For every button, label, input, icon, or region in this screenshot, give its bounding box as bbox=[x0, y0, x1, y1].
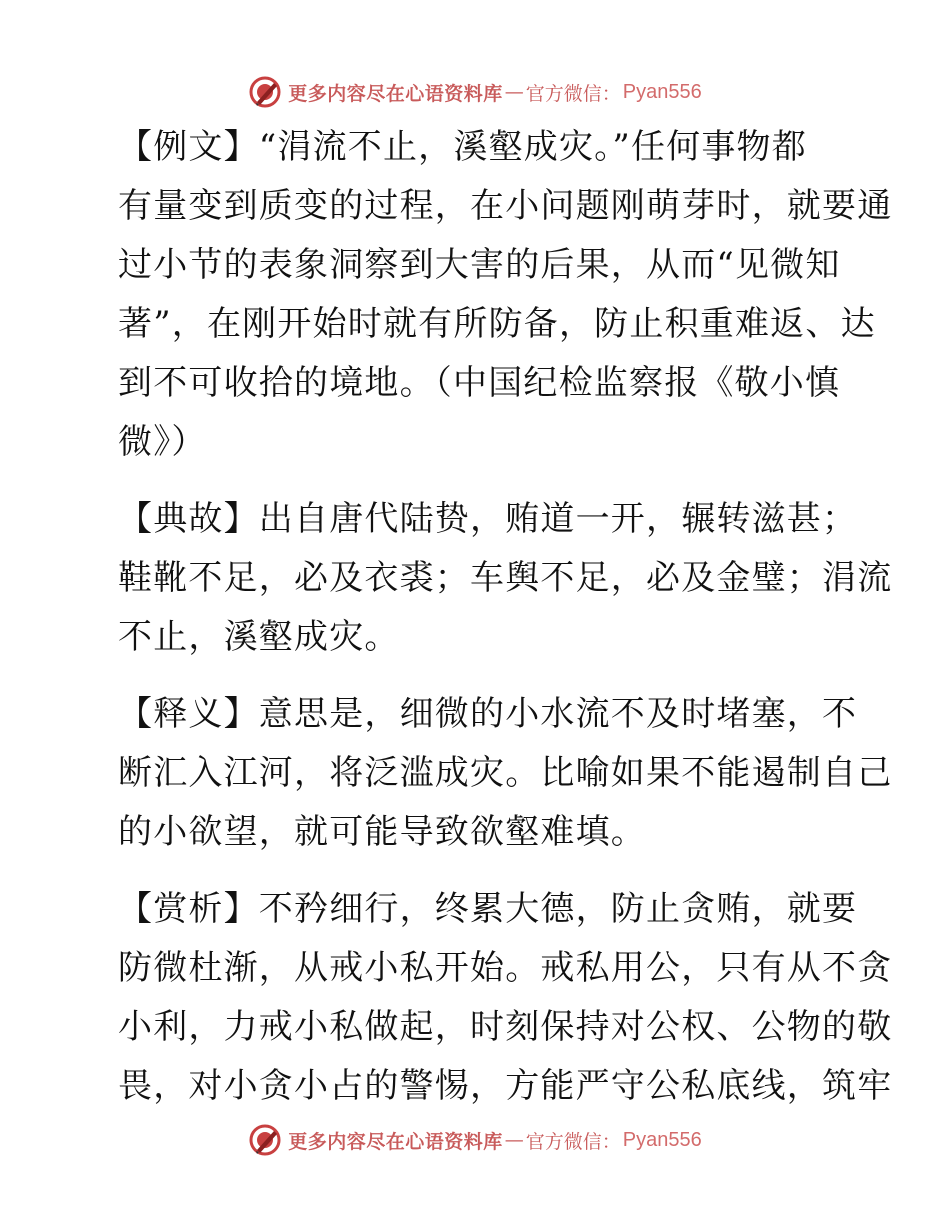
footer-watermark bbox=[0, 1120, 950, 1160]
text-line: 不止，溪壑成灾。 bbox=[118, 617, 400, 657]
paragraph-example bbox=[98, 118, 893, 472]
text-line: 微》） bbox=[118, 422, 207, 462]
text-line: 【赏析】不矜细行，终累大德，防止贪贿，就要 bbox=[118, 889, 858, 929]
text-line: 有量变到质变的过程，在小问题刚萌芽时，就要通 bbox=[118, 186, 893, 226]
text-line: 【释义】意思是，细微的小水流不及时堵塞，不 bbox=[118, 694, 858, 734]
paragraph-allusion bbox=[98, 490, 893, 667]
pen-logo-icon bbox=[248, 75, 282, 109]
text-line: 断汇入江河，将泛滥成灾。比喻如果不能遏制自己 bbox=[118, 753, 893, 793]
watermark-official: 官方微信： bbox=[525, 82, 621, 105]
watermark-text bbox=[288, 79, 702, 106]
watermark-dash: — bbox=[504, 1129, 524, 1151]
text-line: 【典故】出自唐代陆贽，贿道一开，辗转滋甚； bbox=[118, 499, 858, 539]
text-line: 的小欲望，就可能导致欲壑难填。 bbox=[118, 812, 646, 852]
watermark-id: Pyan556 bbox=[622, 80, 702, 103]
header-watermark bbox=[0, 72, 950, 112]
watermark-main: 更多内容尽在心语资料库 bbox=[288, 82, 503, 105]
paragraph-analysis bbox=[98, 880, 893, 1116]
watermark-official: 官方微信： bbox=[525, 1130, 621, 1153]
watermark-dash: — bbox=[504, 81, 524, 103]
text-line: 过小节的表象洞察到大害的后果，从而“见微知 bbox=[118, 245, 841, 285]
watermark-id: Pyan556 bbox=[622, 1128, 702, 1151]
watermark-text bbox=[288, 1127, 702, 1154]
pen-logo-icon bbox=[248, 1123, 282, 1157]
text-line: 鞋靴不足，必及衣裘；车舆不足，必及金璧；涓流 bbox=[118, 558, 893, 598]
text-line: 著”，在刚开始时就有所防备，防止积重难返、达 bbox=[118, 304, 876, 344]
watermark-main: 更多内容尽在心语资料库 bbox=[288, 1130, 503, 1153]
text-line: 到不可收拾的境地。（中国纪检监察报《敬小慎 bbox=[118, 363, 841, 403]
paragraph-meaning bbox=[98, 685, 893, 862]
text-line: 防微杜渐，从戒小私开始。戒私用公，只有从不贪 bbox=[118, 948, 893, 988]
text-line: 畏，对小贪小占的警惕，方能严守公私底线，筑牢 bbox=[118, 1066, 893, 1106]
text-line: 【例文】“涓流不止，溪壑成灾。”任何事物都 bbox=[118, 127, 807, 167]
text-line: 小利，力戒小私做起，时刻保持对公权、公物的敬 bbox=[118, 1007, 893, 1047]
document-body bbox=[98, 118, 893, 1134]
